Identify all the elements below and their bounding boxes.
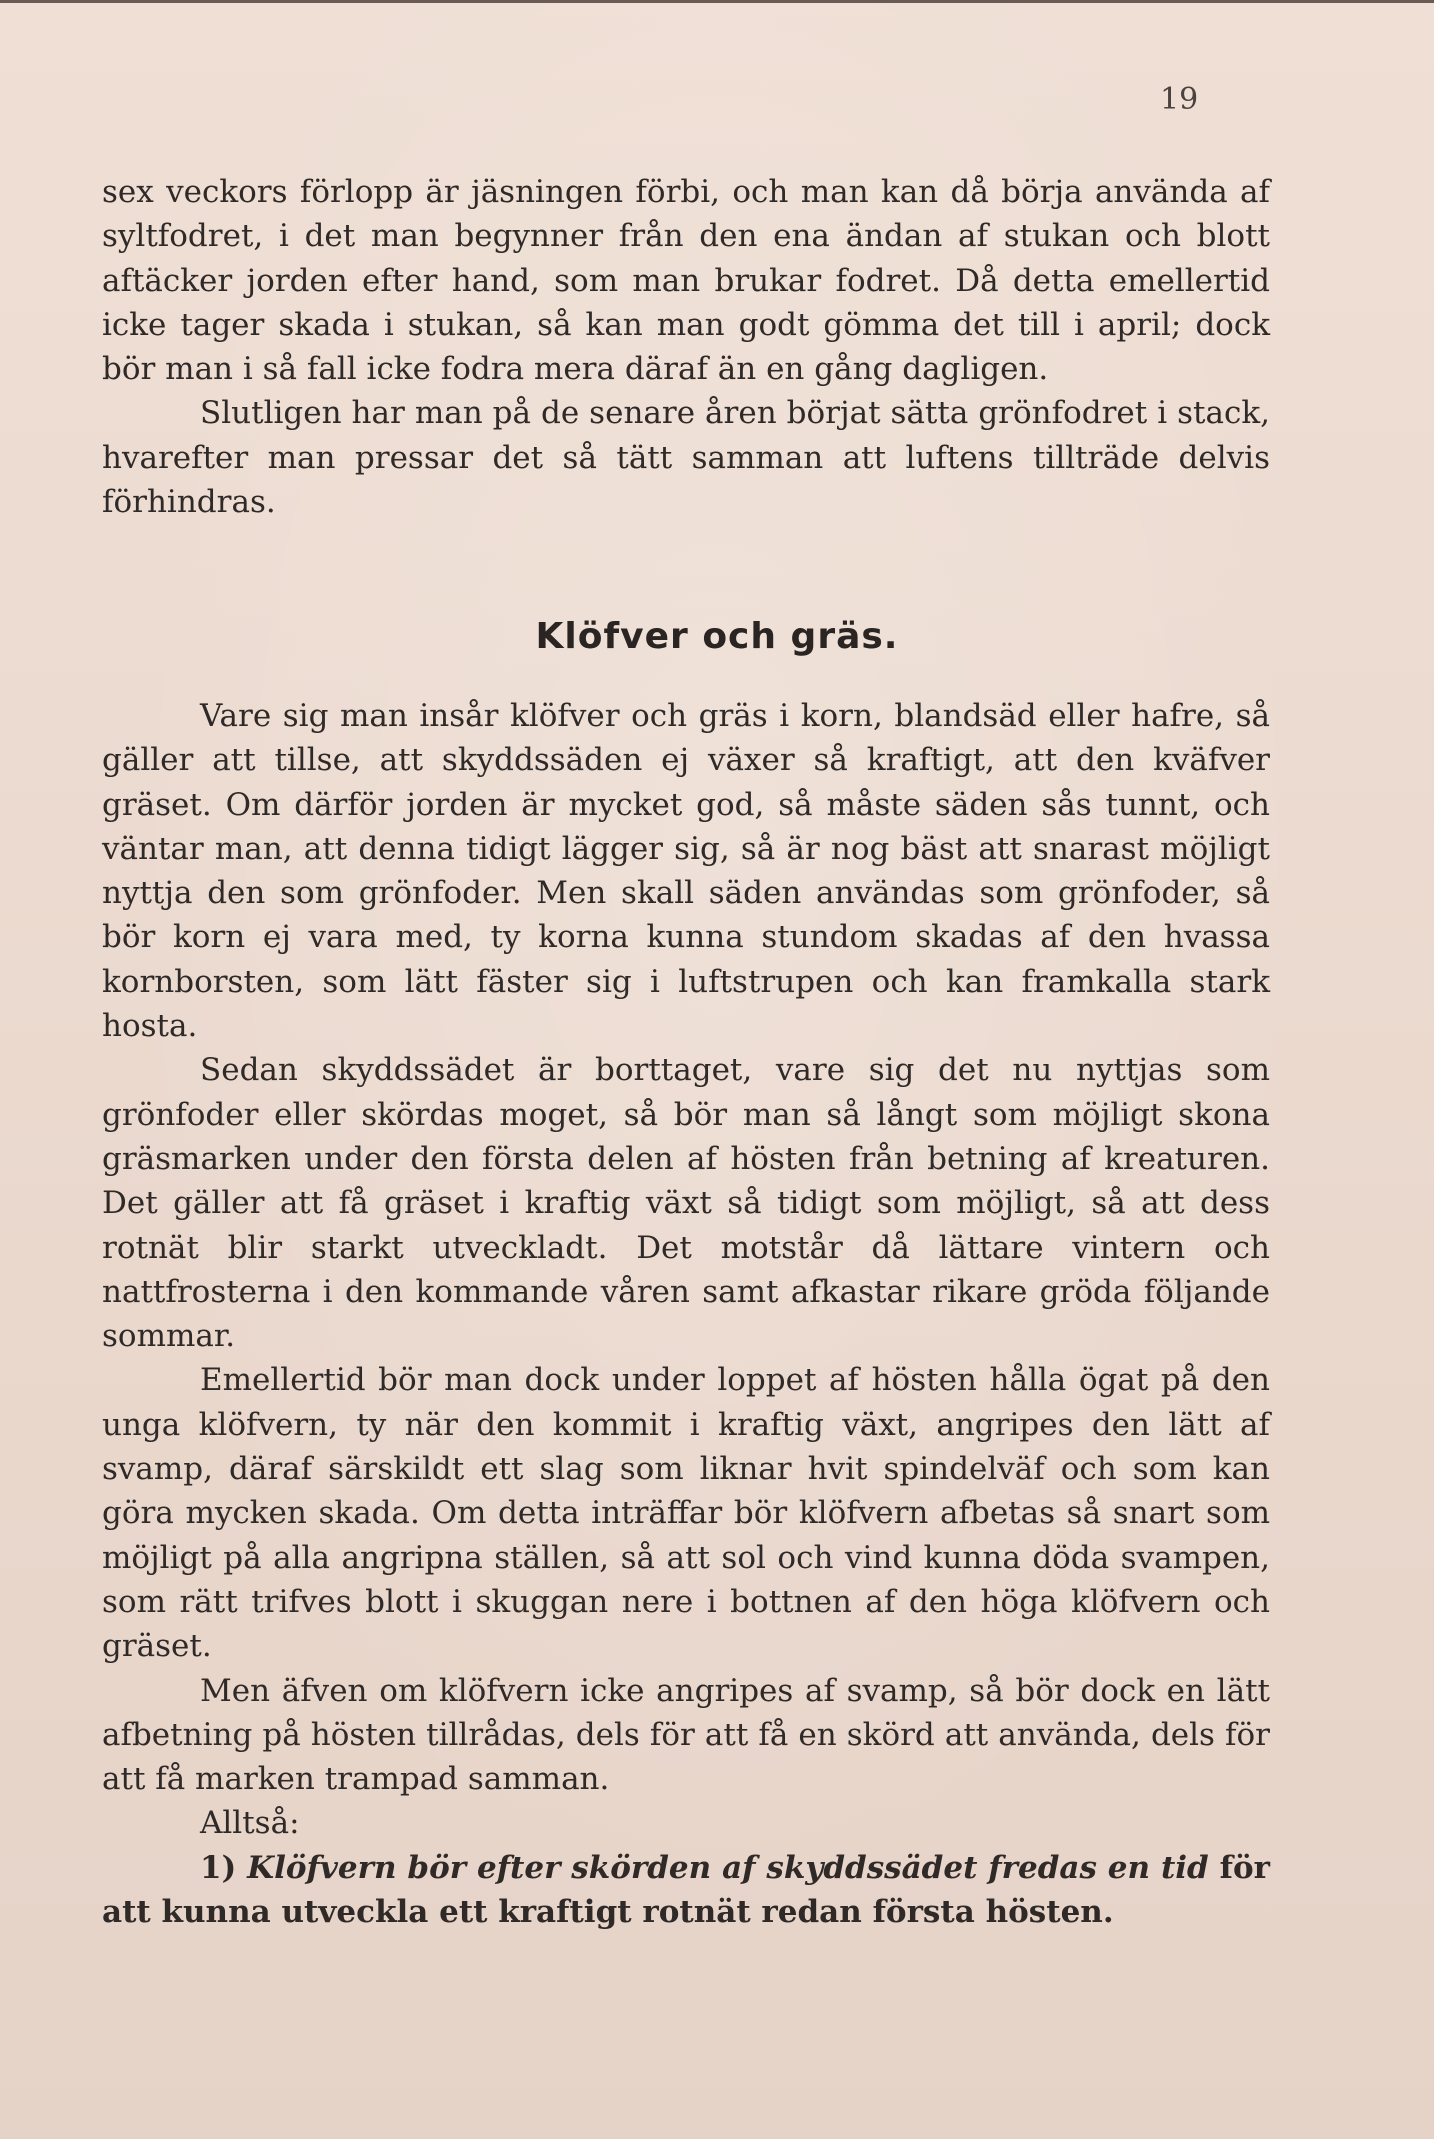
paragraph-alltsa: Alltså: xyxy=(200,1805,300,1842)
section-1-text xyxy=(102,170,1270,524)
paragraph-3: Vare sig man insår klöfver och gräs i korn, blandsäd eller hafre, så gäller att tillse, att skyddssäden ej växer så kraftigt, att den kväfver gräset. Om därför jorden är mycket god, så måste säden sås tunnt, och väntar man, att denna tidigt lägger sig, så är nog bäst att snarast möjligt nyttja den som grönfoder. Men skall säden användas som grönfoder, så bör korn ej vara med, ty korna kunna stundom skadas af den hvassa kornborsten, som lätt fäster sig i luftstrupen och kan framkalla stark hosta. xyxy=(102,698,1270,1045)
page-number: 19 xyxy=(1160,82,1199,117)
list-item-rest: för att kunna utveckla ett kraftigt rotnät redan första hösten. xyxy=(102,1849,1271,1931)
paragraph-4: Sedan skyddssädet är borttaget, vare sig det nu nyttjas som grönfoder eller skördas moget, så bör man så långt som möjligt skona gräsmarken under den första delen af hösten från betning af kreaturen. Det gäller att få gräset i kraftig växt så tidigt som möjligt, så att dess rotnät blir starkt utveckladt. Det motstår då lättare vintern och nattfrosterna i den kommande våren samt afkastar rikare gröda följande sommar. xyxy=(102,1052,1270,1355)
section-heading: Klöfver och gräs. xyxy=(535,616,899,657)
paragraph-2: Slutligen har man på de senare åren börjat sätta grönfodret i stack, hvarefter man pressar det så tätt samman att luftens tillträde delvis förhindras. xyxy=(102,395,1270,521)
page-top-edge xyxy=(0,0,1434,3)
list-item-number: 1) xyxy=(200,1849,237,1886)
list-item-1 xyxy=(102,1846,1270,1935)
paragraph-5: Emellertid bör man dock under loppet af hösten hålla ögat på den unga klöfvern, ty när den kommit i kraftig växt, angripes den lätt af svamp, däraf särskildt ett slag som liknar hvit spindelväf och som kan göra mycken skada. Om detta inträffar bör klöfvern afbetas så snart som möjligt på alla angripna ställen, så att sol och vind kunna döda svampen, som rätt trifves blott i skuggan nere i bottnen af den höga klöfvern och gräset. xyxy=(102,1362,1270,1665)
list-item-emphasis: Klöfvern bör efter skörden af skyddssädet fredas en tid xyxy=(247,1849,1209,1886)
paragraph-6: Men äfven om klöfvern icke angripes af svamp, så bör dock en lätt afbetning på hösten tillrådas, dels för att få en skörd att använda, dels för att få marken trampad samman. xyxy=(102,1672,1270,1798)
paragraph-1: sex veckors förlopp är jäsningen förbi, och man kan då börja använda af syltfodret, i det man begynner från den ena ändan af stukan och blott aftäcker jorden efter hand, som man brukar fodret. Då detta emellertid icke tager skada i stukan, så kan man godt gömma det till i april; dock bör man i så fall icke fodra mera däraf än en gång dagligen. xyxy=(102,174,1270,388)
section-2-text xyxy=(102,694,1270,1934)
